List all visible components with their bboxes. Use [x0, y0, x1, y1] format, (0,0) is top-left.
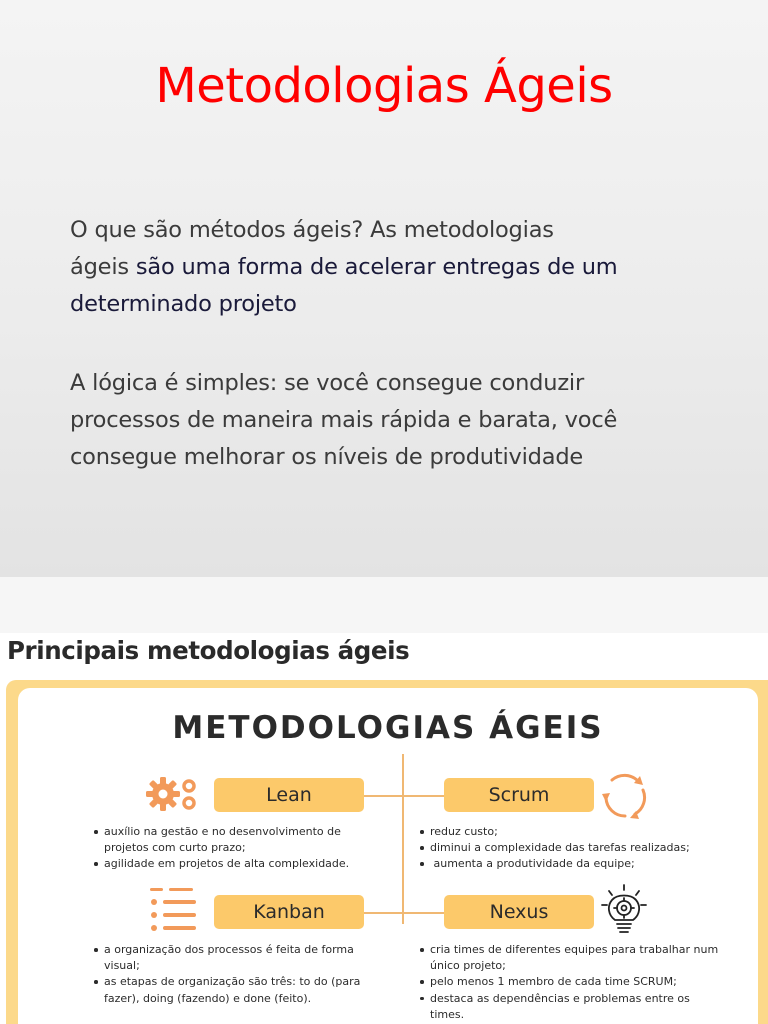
definition-line-2-text-a: ágeis	[70, 254, 136, 280]
list-item: diminui a complexidade das tarefas realizadas;	[420, 840, 730, 856]
method-pill-kanban: Kanban	[214, 895, 364, 929]
nexus-bullet-list	[420, 942, 725, 1023]
method-pill-scrum: Scrum	[444, 778, 594, 812]
connector-vertical	[402, 754, 404, 924]
definition-line-3	[70, 286, 720, 323]
slide-2-heading: Principais metodologias ágeis	[7, 636, 410, 665]
list-item: pelo menos 1 membro de cada time SCRUM;	[420, 974, 725, 990]
list-item: as etapas de organização são três: to do (para fazer), doing (fazendo) e done (feito).	[94, 974, 390, 1006]
list-item: auxílio na gestão e no desenvolvimento de projetos com curto prazo;	[94, 824, 384, 856]
scrum-bullet-list	[420, 824, 730, 873]
logic-line-2: processos de maneira mais rápida e barata, você	[70, 407, 618, 433]
method-pill-nexus: Nexus	[444, 895, 594, 929]
definition-line-1	[70, 212, 720, 249]
infographic-title: METODOLOGIAS ÁGEIS	[172, 710, 604, 746]
cycle-arrows-icon	[598, 770, 650, 822]
slide-separator	[0, 577, 768, 633]
infographic-card	[18, 688, 758, 1024]
slide-title: Metodologias Ágeis	[155, 58, 613, 114]
definition-line-2-text-b: são uma forma de acelerar entregas de um	[135, 254, 618, 280]
list-item: reduz custo;	[420, 824, 730, 840]
connector-kanban-nexus	[356, 912, 450, 914]
list-item: aumenta a produtividade da equipe;	[420, 856, 730, 872]
lightbulb-gear-icon	[600, 884, 648, 938]
logic-line-3: consegue melhorar os níveis de produtividade	[70, 444, 584, 470]
method-pill-lean: Lean	[214, 778, 364, 812]
logic-paragraph	[70, 365, 720, 476]
list-item: cria times de diferentes equipes para trabalhar num único projeto;	[420, 942, 725, 974]
logic-line-1: A lógica é simples: se você consegue conduzir	[70, 370, 585, 396]
list-item: a organização dos processos é feita de forma visual;	[94, 942, 390, 974]
definition-line-2	[70, 249, 720, 286]
infographic-frame	[6, 680, 768, 1024]
list-icon	[146, 888, 198, 936]
list-item: destaca as dependências e problemas entre os times.	[420, 991, 725, 1023]
definition-line-1-text: O que são métodos ágeis? As metodologias	[70, 217, 554, 243]
definition-paragraph	[70, 212, 720, 323]
lean-bullet-list	[94, 824, 384, 873]
connector-lean-scrum	[356, 795, 450, 797]
gears-icon	[146, 774, 202, 814]
list-item: agilidade em projetos de alta complexidade.	[94, 856, 384, 872]
definition-line-3-text: determinado projeto	[70, 291, 297, 317]
kanban-bullet-list	[94, 942, 390, 1007]
